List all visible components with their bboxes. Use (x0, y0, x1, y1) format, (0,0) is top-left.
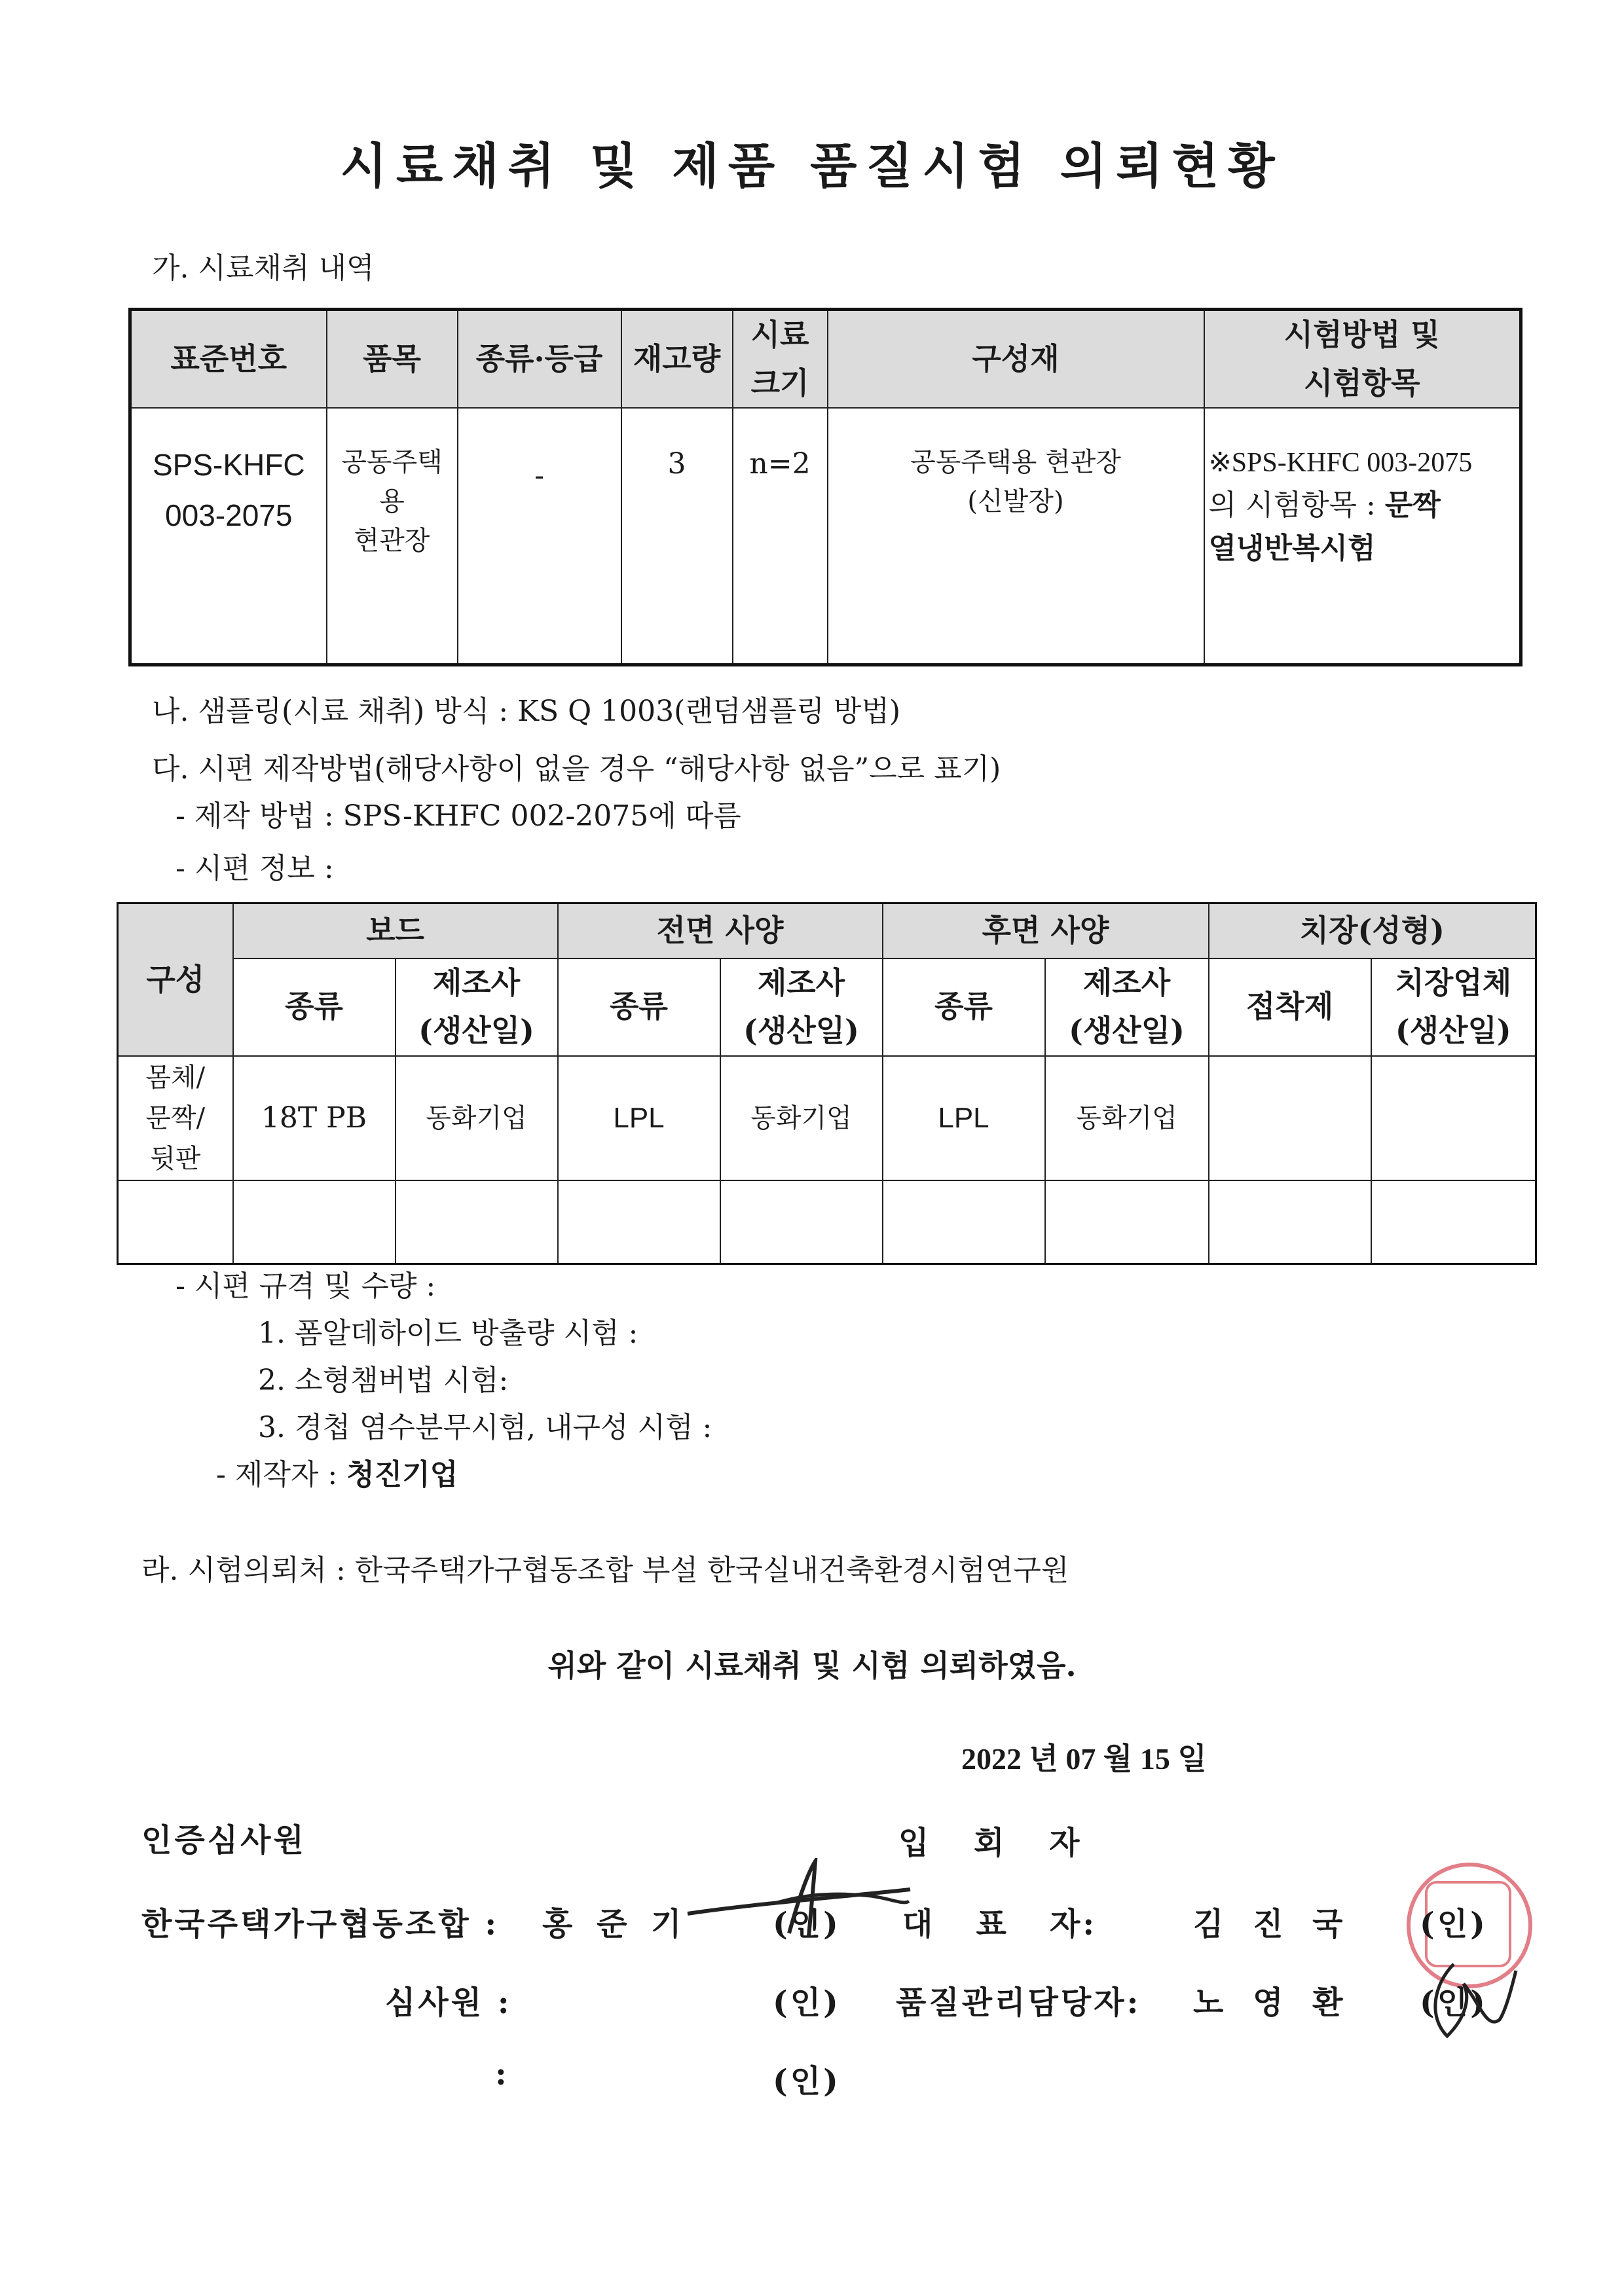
specimen-table (117, 902, 1537, 1265)
qc-signature (1408, 1958, 1519, 2049)
section-d: 라. 시험의뢰처 : 한국주택가구협동조합 부설 한국실내건축환경시험연구원 (141, 1554, 1069, 1587)
statement: 위와 같이 시료채취 및 시험 의뢰하였음. (547, 1648, 1077, 1683)
maker-date-label: (생산일) (743, 1013, 859, 1049)
spec-list-item-3: 3. 경첩 염수분무시험, 내구성 시험 : (258, 1411, 712, 1444)
sample-size-cell: n=2 (733, 408, 828, 665)
component-line-2: (신발장) (967, 486, 1064, 517)
colon-label: : (495, 2056, 509, 2092)
header-board: 보드 (233, 903, 558, 958)
standard-no-line-1: SPS-KHFC (152, 448, 305, 483)
qc-label: 품질관리담당자: (896, 1984, 1141, 2021)
header-back-maker (1045, 958, 1209, 1056)
header-test-method: 시험방법 및 시험항목 (1204, 310, 1521, 409)
empty-cell (720, 1180, 883, 1264)
representative-label: 대 표 자: (902, 1906, 1098, 1942)
adhesive-cell (1209, 1056, 1371, 1180)
representative-name: 김 진 국 (1193, 1906, 1352, 1942)
composition-line-1: 몸체/ (145, 1062, 206, 1093)
maker-label: 제조사 (432, 964, 521, 1000)
back-maker-cell: 동화기업 (1045, 1056, 1209, 1180)
header-sample-size: 시료 크기 (733, 310, 828, 409)
method-line-1: ※SPS-KHFC 003-2075 (1208, 448, 1473, 479)
sampling-data-row (130, 408, 1521, 665)
maker-value: 청진기업 (346, 1458, 458, 1491)
maker-date-label: (생산일) (1069, 1013, 1185, 1049)
witness-heading: 입 회 자 (898, 1825, 1097, 1861)
date: 2022 년 07 월 15 일 (961, 1742, 1207, 1776)
composition-cell (118, 1056, 233, 1180)
org-label: 한국주택가구협동조합 : (141, 1906, 500, 1942)
finisher-cell (1371, 1056, 1536, 1180)
org-person: 홍 준 기 (542, 1906, 688, 1942)
section-c-method: - 제작 방법 : SPS-KHFC 002-2075에 따름 (175, 799, 741, 833)
maker-label: - 제작자 : (216, 1458, 338, 1491)
extra-seal-mark: (인) (773, 2063, 841, 2100)
empty-cell (558, 1180, 720, 1264)
method-line-2-bold: 문짝 (1384, 488, 1441, 522)
component-line-1: 공동주택용 현관장 (910, 447, 1121, 478)
finisher-date-label: (생산일) (1395, 1013, 1511, 1049)
header-grade: 종류·등급 (458, 310, 621, 409)
header-item: 품목 (327, 310, 458, 409)
header-board-maker (396, 958, 558, 1056)
page-title: 시료채취 및 제품 품질시험 의뢰현황 (340, 138, 1284, 194)
stock-cell: 3 (621, 408, 733, 665)
sampling-header-row (130, 310, 1521, 409)
maker-label: 제조사 (757, 964, 845, 1000)
back-type-cell: LPL (883, 1056, 1045, 1180)
item-line-1: 공동주택 (341, 447, 443, 478)
maker-line (216, 1451, 458, 1493)
header-standard-no: 표준번호 (130, 310, 327, 409)
header-adhesive: 접착제 (1209, 958, 1371, 1056)
maker-date-label: (생산일) (418, 1013, 534, 1049)
spec-list-item-1: 1. 폼알데하이드 방출량 시험 : (258, 1317, 638, 1350)
reviewer-label: 심사원 : (385, 1984, 512, 2021)
method-line-2-text: 의 시험항목 : (1208, 488, 1376, 522)
header-finisher (1371, 958, 1536, 1056)
item-line-2: 용 (379, 486, 405, 517)
grade-cell: - (458, 408, 621, 665)
header-stock: 재고량 (621, 310, 733, 409)
sampling-table (128, 308, 1522, 666)
representative-seal-mark: (인) (1420, 1906, 1488, 1942)
spec-list-heading: - 시편 규격 및 수량 : (175, 1269, 436, 1303)
header-back-spec: 후면 사양 (883, 903, 1209, 958)
reviewer-seal-mark: (인) (773, 1984, 841, 2021)
header-front-maker (720, 958, 883, 1056)
specimen-header-row-1 (118, 903, 1536, 958)
empty-cell (883, 1180, 1045, 1264)
item-cell (327, 408, 458, 665)
specimen-empty-row (118, 1180, 1536, 1264)
front-type-cell: LPL (558, 1056, 720, 1180)
header-front-spec: 전면 사양 (558, 903, 883, 958)
inspector-heading: 인증심사원 (141, 1822, 306, 1859)
header-finish: 치장(성형) (1209, 903, 1536, 958)
components-cell (828, 408, 1204, 665)
empty-cell (1371, 1180, 1536, 1264)
specimen-data-row (118, 1056, 1536, 1180)
org-seal-mark: (인) (773, 1906, 841, 1942)
composition-line-2: 문짝/ (145, 1102, 206, 1133)
maker-label: 제조사 (1082, 964, 1171, 1000)
method-line-3: 열냉반복시험 (1208, 532, 1376, 566)
finisher-label: 치장업체 (1395, 964, 1512, 1000)
section-c-heading: 다. 시편 제작방법(해당사항이 없을 경우 “해당사항 없음”으로 표기) (152, 752, 1001, 786)
composition-line-3: 뒷판 (150, 1143, 201, 1174)
empty-cell (233, 1180, 396, 1264)
qc-name: 노 영 환 (1193, 1984, 1352, 2021)
spec-list-item-2: 2. 소형챔버법 시험: (258, 1364, 509, 1397)
inspector-signature (674, 1858, 923, 1943)
front-maker-cell: 동화기업 (720, 1056, 883, 1180)
section-c-info: - 시편 정보 : (175, 852, 334, 885)
header-back-type: 종류 (883, 958, 1045, 1056)
test-method-cell (1204, 408, 1521, 665)
method-line-2 (1209, 484, 1520, 527)
board-maker-cell: 동화기업 (396, 1056, 558, 1180)
empty-cell (118, 1180, 233, 1264)
header-front-type: 종류 (558, 958, 720, 1056)
section-a-heading: 가. 시료채취 내역 (152, 251, 375, 285)
standard-no-line-2: 003-2075 (165, 498, 293, 533)
header-board-type: 종류 (233, 958, 396, 1056)
header-composition: 구성 (118, 903, 233, 1056)
specimen-header-row-2 (118, 958, 1536, 1056)
empty-cell (1045, 1180, 1209, 1264)
empty-cell (1209, 1180, 1371, 1264)
header-components: 구성재 (828, 310, 1204, 409)
board-type-cell: 18T PB (233, 1056, 396, 1180)
item-line-3: 현관장 (354, 526, 430, 556)
qc-seal-mark: (인) (1420, 1984, 1488, 2021)
standard-no-cell (130, 408, 327, 665)
section-b: 나. 샘플링(시료 채취) 방식 : KS Q 1003(랜덤샘플링 방법) (152, 695, 900, 728)
empty-cell (396, 1180, 558, 1264)
